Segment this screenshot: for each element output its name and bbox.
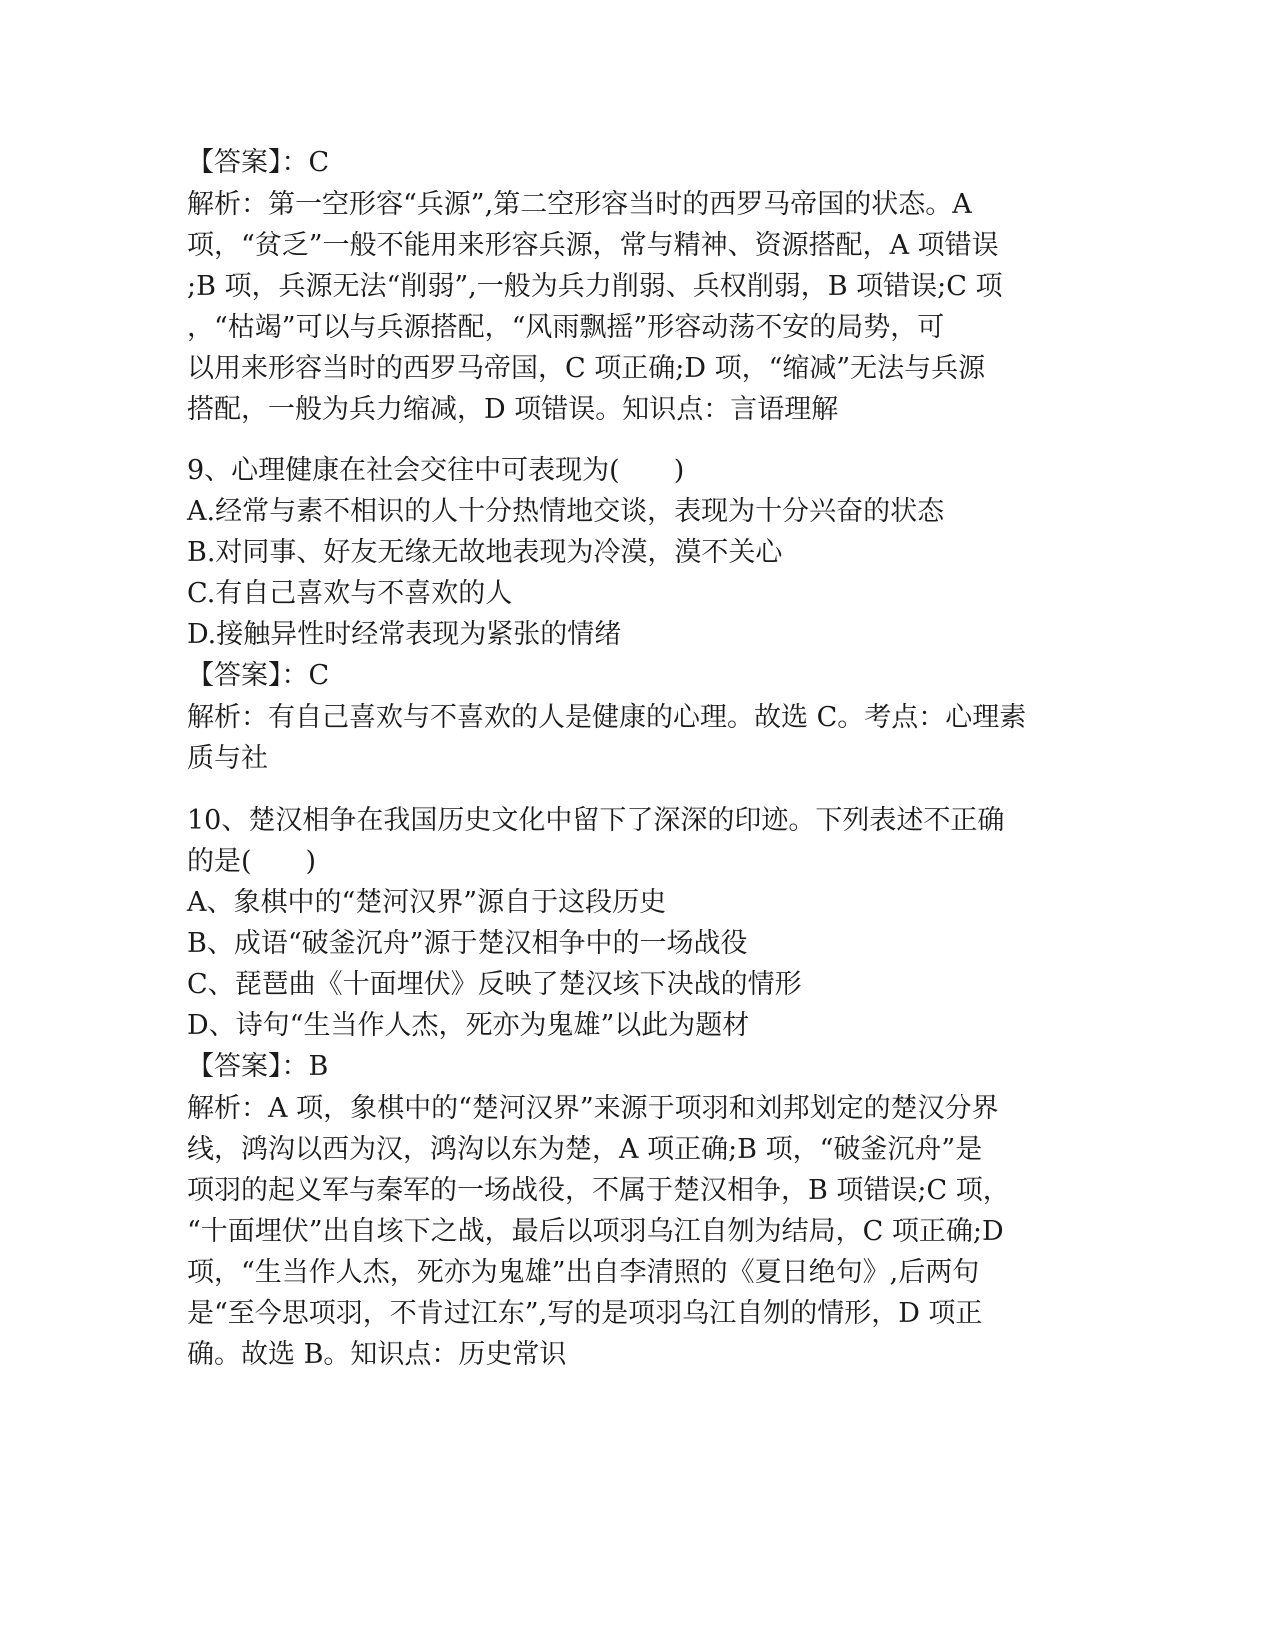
explanation-line: ;B 项，兵源无法“削弱”,一般为兵力削弱、兵权削弱，B 项错误;C 项 xyxy=(187,271,1003,302)
answer-label: 【答案】：C xyxy=(187,660,330,691)
explanation-line: 解析：有自己喜欢与不喜欢的人是健康的心理。故选 C。考点：心理素 xyxy=(187,702,1027,733)
question-10-option-c: C、琵琶曲《十面埋伏》反映了楚汉垓下决战的情形 xyxy=(187,969,802,1000)
explanation-line: 解析：A 项，象棋中的“楚河汉界”来源于项羽和刘邦划定的楚汉分界 xyxy=(187,1093,999,1124)
question-9-option-c: C.有自己喜欢与不喜欢的人 xyxy=(187,578,513,609)
explanation-line: 项，“贫乏”一般不能用来形容兵源，常与精神、资源搭配，A 项错误 xyxy=(187,230,999,261)
question-9-option-a: A.经常与素不相识的人十分热情地交谈，表现为十分兴奋的状态 xyxy=(187,496,945,527)
explanation-line: ，“枯竭”可以与兵源搭配，“风雨飘摇”形容动荡不安的局势，可 xyxy=(187,312,945,343)
explanation-line: 项，“生当作人杰，死亦为鬼雄”出自李清照的《夏日绝句》,后两句 xyxy=(187,1257,980,1288)
question-10-title: 10、楚汉相争在我国历史文化中留下了深深的印迹。下列表述不正确 xyxy=(187,805,1005,836)
question-10-option-a: A、象棋中的“楚河汉界”源自于这段历史 xyxy=(187,887,667,918)
question-9-option-d: D.接触异性时经常表现为紧张的情绪 xyxy=(187,619,622,650)
explanation-line: 质与社 xyxy=(187,743,268,774)
explanation-line: 解析：第一空形容“兵源”,第二空形容当时的西罗马帝国的状态。A xyxy=(187,189,972,220)
question-10-option-b: B、成语“破釜沉舟”源于楚汉相争中的一场战役 xyxy=(187,928,748,959)
explanation-line: 项羽的起义军与秦军的一场战役，不属于楚汉相争，B 项错误;C 项， xyxy=(187,1175,1010,1206)
explanation-line: “十面埋伏”出自垓下之战，最后以项羽乌江自刎为结局，C 项正确;D xyxy=(187,1216,1004,1247)
explanation-line: 以用来形容当时的西罗马帝国，C 项正确;D 项，“缩减”无法与兵源 xyxy=(187,353,986,384)
question-9-option-b: B.对同事、好友无缘无故地表现为冷漠，漠不关心 xyxy=(187,537,783,568)
answer-label: 【答案】：B xyxy=(187,1051,329,1082)
explanation-line: 搭配，一般为兵力缩减，D 项错误。知识点：言语理解 xyxy=(187,394,839,425)
explanation-line: 线，鸿沟以西为汉，鸿沟以东为楚，A 项正确;B 项，“破釜沉舟”是 xyxy=(187,1134,983,1165)
question-10-option-d: D、诗句“生当作人杰，死亦为鬼雄”以此为题材 xyxy=(187,1010,750,1041)
answer-label: 【答案】：C xyxy=(187,147,330,178)
explanation-line: 是“至今思项羽，不肯过江东”,写的是项羽乌江自刎的情形，D 项正 xyxy=(187,1298,983,1329)
explanation-line: 确。故选 B。知识点：历史常识 xyxy=(187,1339,567,1370)
question-9-title: 9、心理健康在社会交往中可表现为( ) xyxy=(187,455,685,486)
question-10-title: 的是( ) xyxy=(187,846,317,877)
